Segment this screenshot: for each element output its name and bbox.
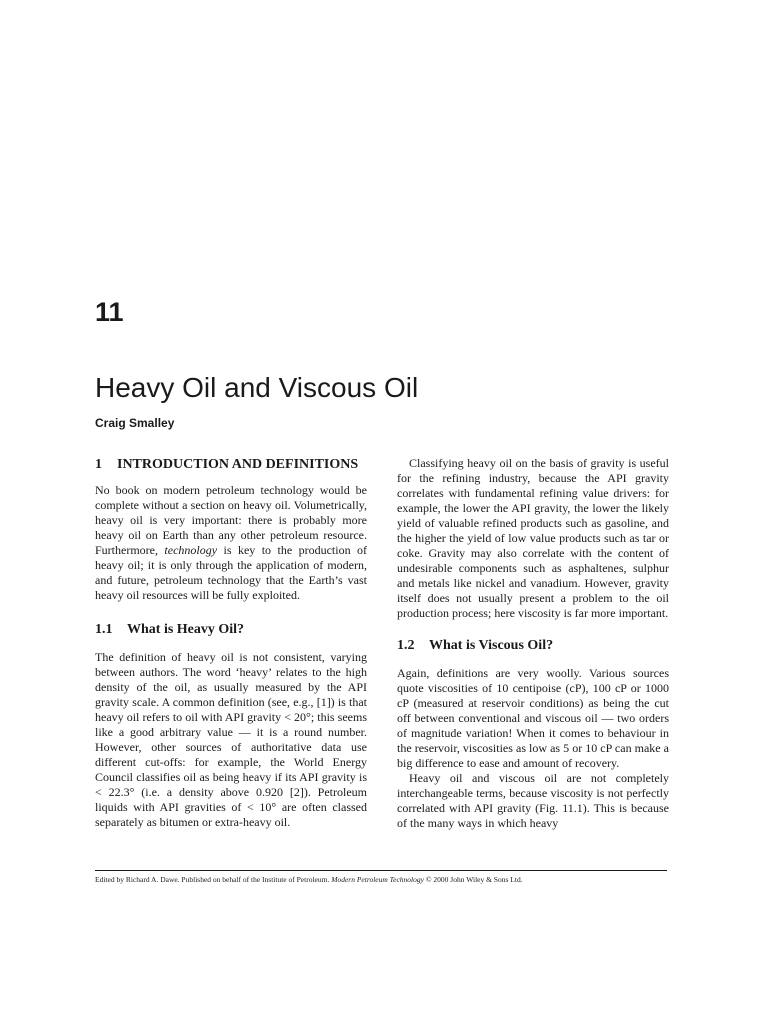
- body-paragraph: Again, definitions are very woolly. Various sources quote viscosities of 10 centipoise (cP), 100 cP or 1000 cP (measured at reservoir conditions) as being the cut off between conventional and viscous oil — two orders of magnitude variation! When it comes to behaviour in the reservoir, viscosities as low as 5 or 10 cP can make a big difference to ease and amount of recovery.: [397, 666, 669, 770]
- left-column: [95, 456, 367, 830]
- emphasized-word: technology: [164, 543, 218, 557]
- paragraph-text: is key to the production of heavy oil; it is only through the application of modern, and future, petroleum technology that the Earth’s vast heavy oil resources will be fully exploited.: [95, 543, 368, 602]
- subsection-title: What is Viscous Oil?: [429, 638, 554, 653]
- footer-copyright: © 2000 John Wiley & Sons Ltd.: [423, 875, 523, 884]
- body-paragraph: Heavy oil and viscous oil are not completely interchangeable terms, because viscosity is not perfectly correlated with API gravity (Fig. 11.1). This is because of the many ways in which heavy: [397, 771, 669, 830]
- subsection-heading-viscous-oil: [397, 637, 669, 654]
- subsection-number: 1.1: [95, 622, 113, 637]
- body-paragraph: Classifying heavy oil on the basis of gravity is useful for the refining industry, because the API gravity correlates with fundamental refining value drivers: for example, the lower the API gravity, the lower the likely yield of valuable refined products such as gasoline, and the higher the yield of low value products such as tar or coke. Gravity may also correlate with the content of undesirable components such as asphaltenes, sulphur and metals like nickel and vanadium. However, gravity itself does not usually present a problem to the oil production process; here viscosity is far more important.: [397, 456, 669, 620]
- footer-book-title: Modern Petroleum Technology: [331, 875, 424, 884]
- paragraph-text: No book on modern petroleum technology would be complete without a section on heavy oil. Volumetrically, heavy oil is very important: there is probably more heavy oil on Earth than any other petroleum resource. Furthermore,: [95, 483, 367, 557]
- section-number: 1: [95, 457, 102, 472]
- body-paragraph: The definition of heavy oil is not consistent, varying between authors. The word ‘heavy’ relates to the high density of the oil, as usually measured by the API gravity scale. A common definition (see, e.g., [1]) is that heavy oil refers to oil with API gravity < 20°; this seems like a good arbitrary value — it is a round number. However, other sources of authoritative data use different cut-offs: for example, the World Energy Council classifies oil as being heavy if its API gravity is < 22.3° (i.e. a density above 0.920 [2]). Petroleum liquids with API gravities of < 10° are often classed separately as bitumen or extra-heavy oil.: [95, 650, 367, 829]
- footer-text: Edited by Richard A. Dawe. Published on behalf of the Institute of Petroleum.: [95, 875, 332, 884]
- section-heading-introduction: [95, 456, 367, 473]
- footer-rule: [95, 870, 667, 871]
- section-title: INTRODUCTION AND DEFINITIONS: [117, 457, 359, 472]
- right-column: [397, 456, 669, 831]
- subsection-title: What is Heavy Oil?: [127, 622, 245, 637]
- subsection-number: 1.2: [397, 638, 415, 653]
- body-paragraph: [95, 483, 367, 603]
- chapter-title: Heavy Oil and Viscous Oil: [95, 372, 419, 403]
- page-footer: [95, 875, 675, 885]
- chapter-number: 11: [95, 297, 124, 327]
- chapter-author: Craig Smalley: [95, 416, 175, 430]
- subsection-heading-heavy-oil: [95, 621, 367, 638]
